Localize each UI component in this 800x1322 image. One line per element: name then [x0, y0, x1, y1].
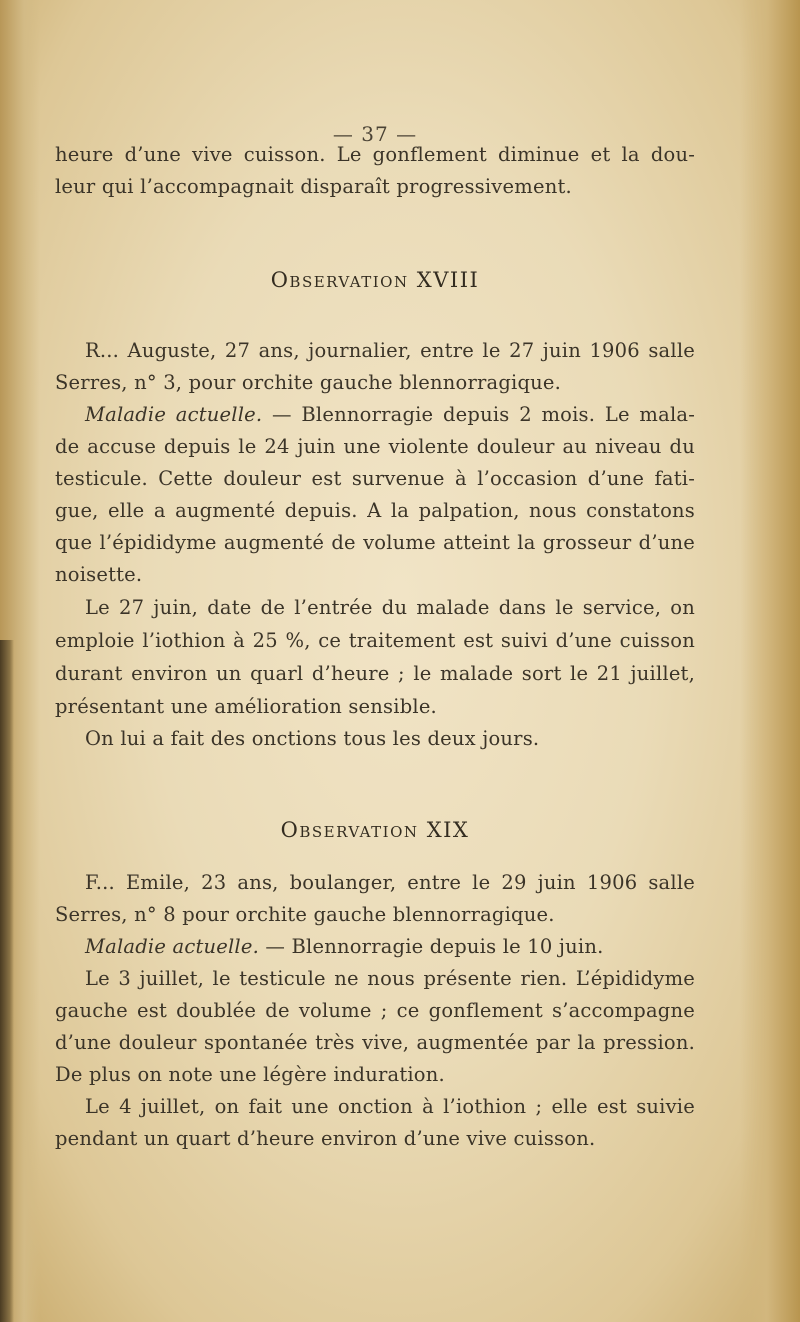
obs18-italic-label: Maladie actuelle. — [85, 403, 263, 426]
obs19-line-1: F... Emile, 23 ans, boulanger, entre le 29 juin 1906 salle — [85, 871, 695, 894]
obs19-line-4: Le 3 juillet, le testicule ne nous présente rien. L’épididyme — [85, 967, 695, 990]
binding-spine — [0, 640, 14, 1322]
obs19-line-5: gauche est doublée de volume ; ce gonflement s’accompagne — [55, 999, 695, 1022]
obs18-line-11: durant environ un quarl d’heure ; le malade sort le 21 juillet, — [55, 662, 695, 685]
observation-19-heading: Observation XIX — [280, 818, 470, 842]
obs18-line-12: présentant une amélioration sensible. — [55, 695, 437, 718]
obs18-line-6: gue, elle a augmenté depuis. A la palpation, nous constatons — [55, 499, 695, 522]
obs19-line-3-text: — Blennorragie depuis le 10 juin. — [265, 935, 604, 958]
obs19-line-6: d’une douleur spontanée très vive, augmentée par la pression. — [55, 1031, 695, 1054]
obs19-line-3 — [55, 932, 695, 962]
intro-line-2: leur qui l’accompagnait disparaît progressivement. — [55, 175, 572, 198]
obs18-line-3 — [55, 400, 695, 430]
obs18-line-1: R... Auguste, 27 ans, journalier, entre le 27 juin 1906 salle — [85, 339, 695, 362]
obs18-line-3-text: — Blennorragie depuis 2 mois. Le mala- — [272, 403, 696, 426]
obs18-line-5: testicule. Cette douleur est survenue à l’occasion d’une fati- — [55, 467, 695, 490]
obs19-line-2: Serres, n° 8 pour orchite gauche blennorragique. — [55, 903, 555, 926]
obs19-italic-label: Maladie actuelle. — [85, 935, 260, 958]
observation-18-heading: Observation XVIII — [270, 268, 480, 292]
obs19-line-8: Le 4 juillet, on fait une onction à l’iothion ; elle est suivie — [85, 1095, 695, 1118]
page-edge-shadow-right — [740, 0, 800, 1322]
obs18-line-10: emploie l’iothion à 25 %, ce traitement est suivi d’une cuisson — [55, 629, 695, 652]
obs19-line-9: pendant un quart d’heure environ d’une vive cuisson. — [55, 1127, 596, 1150]
obs18-line-2: Serres, n° 3, pour orchite gauche blennorragique. — [55, 371, 562, 394]
page-number: — 37 — — [332, 122, 418, 146]
obs18-line-7: que l’épididyme augmenté de volume atteint la grosseur d’une — [55, 531, 695, 554]
obs18-line-8: noisette. — [55, 563, 143, 586]
obs18-line-4: de accuse depuis le 24 juin une violente douleur au niveau du — [55, 435, 695, 458]
obs19-line-7: De plus on note une légère induration. — [55, 1063, 445, 1086]
obs18-line-9: Le 27 juin, date de l’entrée du malade dans le service, on — [85, 596, 695, 619]
obs18-line-13: On lui a fait des onctions tous les deux jours. — [85, 727, 540, 750]
intro-line-1: heure d’une vive cuisson. Le gonflement diminue et la dou- — [55, 143, 695, 166]
